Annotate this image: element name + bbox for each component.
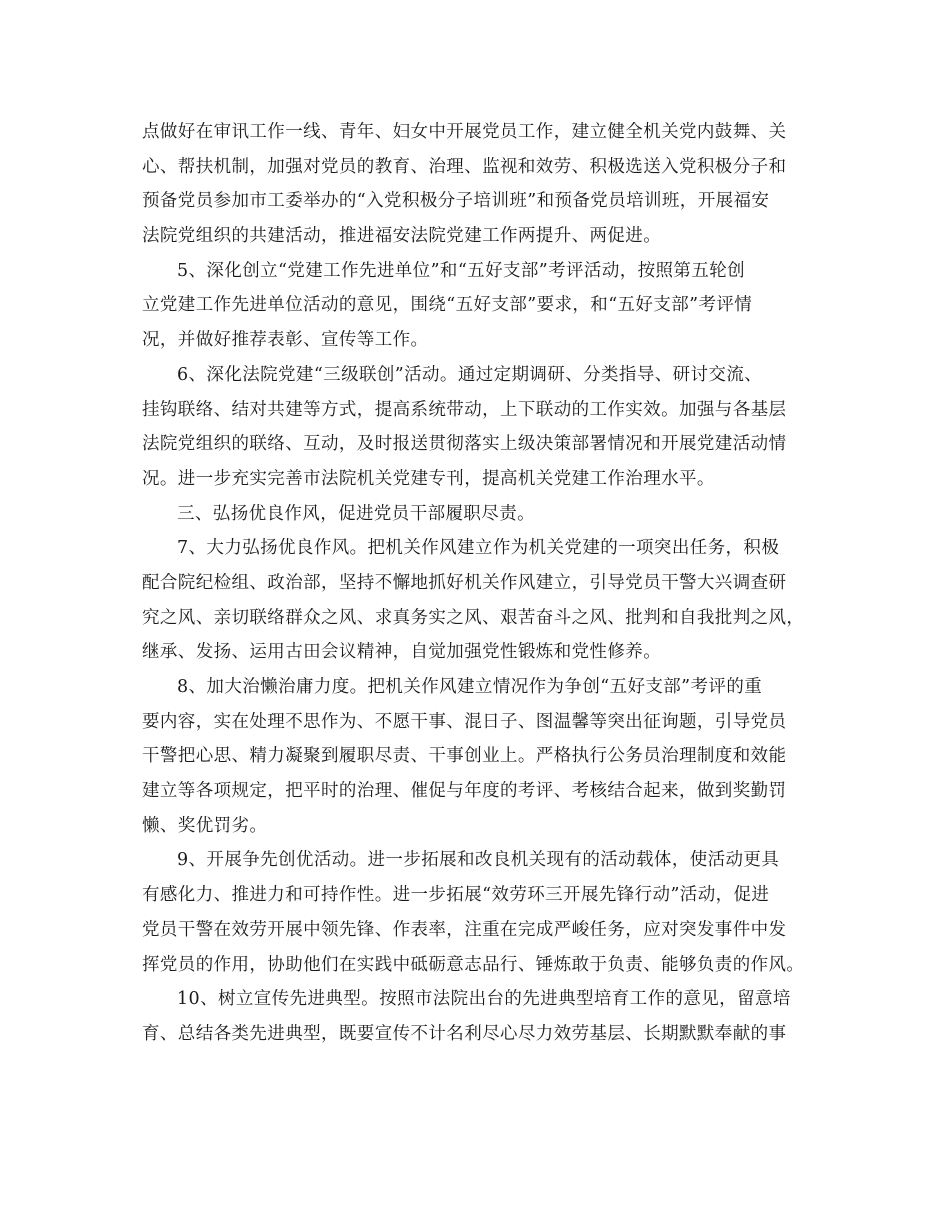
text-line: 预备党员参加市工委举办的“入党积极分子培训班”和预备党员培训班，开展福安 bbox=[142, 191, 770, 212]
text-line: 继承、发扬、运用古田会议精神，自觉加强党性锻炼和党性修养。 bbox=[142, 642, 662, 663]
text-line: 究之风、亲切联络群众之风、求真务实之风、艰苦奋斗之风、批判和自我批判之风， bbox=[142, 607, 805, 628]
text-line: 党员干警在效劳开展中领先锋、作表率，注重在完成严峻任务，应对突发事件中发 bbox=[142, 919, 787, 940]
document-body bbox=[142, 115, 822, 1052]
text-line: 法院党组织的共建活动，推进福安法院党建工作两提升、两促进。 bbox=[142, 226, 662, 247]
paragraph-first-line: 6、深化法院党建“三级联创”活动。通过定期调研、分类指导、研讨交流、 bbox=[177, 364, 763, 385]
text-line: 要内容，实在处理不思作为、不愿干事、混日子、图温馨等突出征询题，引导党员 bbox=[142, 711, 787, 732]
text-line: 懒、奖优罚劣。 bbox=[142, 815, 268, 836]
text-line: 立党建工作先进单位活动的意见，围绕“五好支部”要求，和“五好支部”考评情 bbox=[142, 295, 753, 316]
paragraph-first-line: 8、加大治懒治庸力度。把机关作风建立情况作为争创“五好支部”考评的重 bbox=[177, 677, 763, 697]
text-line: 育、总结各类先进典型，既要宣传不计名利尽心尽力效劳基层、长期默默奉献的事 bbox=[142, 1023, 787, 1044]
text-line: 况，并做好推荐表彰、宣传等工作。 bbox=[142, 330, 429, 351]
text-line: 挂钩联络、结对共建等方式，提高系统带动，上下联动的工作实效。加强与各基层 bbox=[142, 399, 787, 420]
text-line: 点做好在审讯工作一线、青年、妇女中开展党员工作，建立健全机关党内鼓舞、关 bbox=[142, 122, 787, 142]
paragraph-first-line: 10、树立宣传先进典型。按照市法院出台的先进典型培育工作的意见，留意培 bbox=[177, 989, 791, 1010]
text-line: 况。进一步充实完善市法院机关党建专刊，提高机关党建工作治理水平。 bbox=[142, 468, 715, 489]
paragraph-first-line: 三、弘扬优良作风，促进党员干部履职尽责。 bbox=[177, 503, 535, 524]
paragraph-first-line: 7、大力弘扬优良作风。把机关作风建立作为机关党建的一项突出任务，积极 bbox=[177, 538, 780, 559]
paragraph-first-line: 5、深化创立“党建工作先进单位”和“五好支部”考评活动，按照第五轮创 bbox=[177, 260, 746, 281]
text-line: 干警把心思、精力凝聚到履职尽责、干事创业上。严格执行公务员治理制度和效能 bbox=[142, 746, 787, 767]
text-line: 心、帮扶机制，加强对党员的教育、治理、监视和效劳、积极选送入党积极分子和 bbox=[142, 156, 787, 177]
text-line: 法院党组织的联络、互动，及时报送贯彻落实上级决策部署情况和开展党建活动情 bbox=[142, 434, 787, 455]
paragraph-first-line: 9、开展争先创优活动。进一步拓展和改良机关现有的活动载体，使活动更具 bbox=[177, 850, 780, 871]
text-line: 配合院纪检组、政治部，坚持不懈地抓好机关作风建立，引导党员干警大兴调查研 bbox=[142, 572, 787, 593]
text-line: 有感化力、推进力和可持作性。进一步拓展“效劳环三开展先锋行动”活动，促进 bbox=[142, 885, 770, 906]
text-line: 建立等各项规定，把平时的治理、催促与年度的考评、考核结合起来，做到奖勤罚 bbox=[142, 781, 787, 802]
text-line: 挥党员的作用，协助他们在实践中砥砺意志品行、锤炼敢于负责、能够负责的作风。 bbox=[142, 954, 805, 975]
